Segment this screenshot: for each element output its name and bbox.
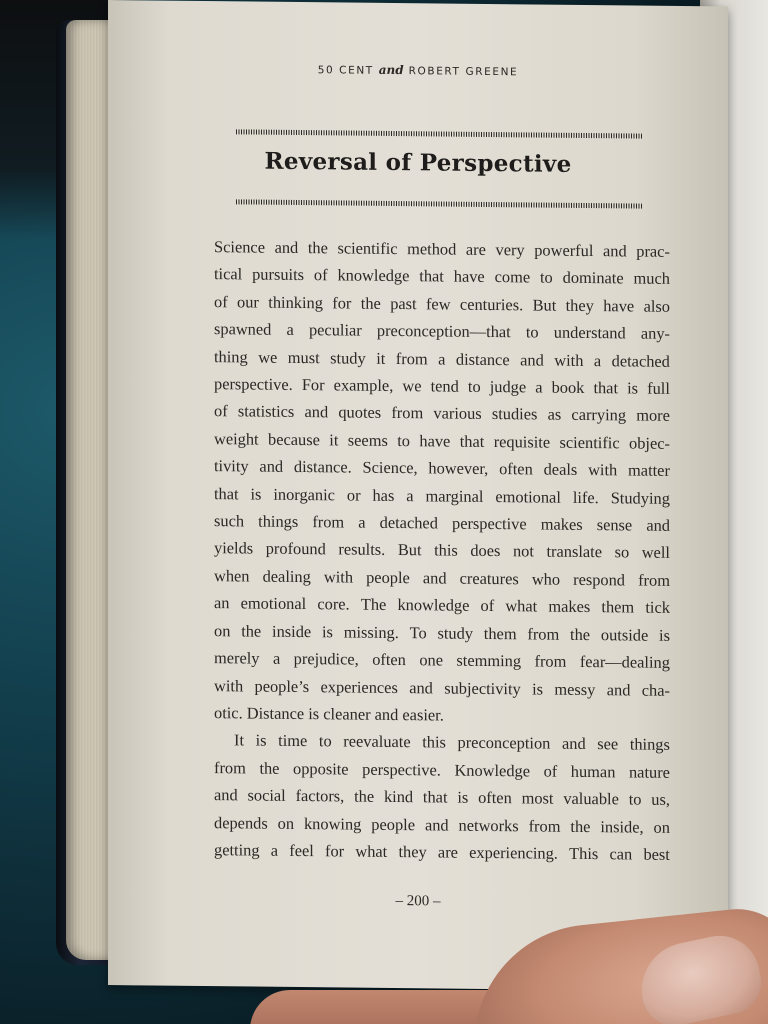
text-line: perspective. For example, we tend to judge a book that is full xyxy=(214,374,670,398)
text-line: weight because it seems to have that requisite scientific objec- xyxy=(214,428,670,453)
ornamental-rule-top xyxy=(236,129,642,138)
text-line: of statistics and quotes from various studies as carrying more xyxy=(214,401,670,426)
text-line: Science and the scientific method are very powerful and prac- xyxy=(214,237,670,261)
chapter-title: Reversal of Perspective xyxy=(264,147,572,178)
text-line: with people’s experiences and subjectivity is messy and cha- xyxy=(214,675,670,700)
paragraph-1 xyxy=(214,233,670,731)
running-head-and: and xyxy=(378,62,404,78)
text-line: spawned a peculiar preconception—that to understand any- xyxy=(214,319,670,344)
text-line: from the opposite perspective. Knowledge of human nature xyxy=(214,757,670,782)
text-line: It is time to reevaluate this preconception and see things xyxy=(234,730,670,755)
text-line: tivity and distance. Science, however, often deals with matter xyxy=(214,456,670,481)
book-page xyxy=(108,0,728,991)
text-line: merely a prejudice, often one stemming from fear—dealing xyxy=(214,648,670,672)
text-line: an emotional core. The knowledge of what makes them tick xyxy=(214,593,670,618)
text-line: depends on knowing people and networks from the inside, on xyxy=(214,812,670,837)
text-line: yields profound results. But this does not translate so well xyxy=(214,538,670,563)
text-line: otic. Distance is cleaner and easier. xyxy=(214,703,444,725)
running-head-author-1: 50 CENT xyxy=(317,64,374,77)
running-head-author-2: ROBERT GREENE xyxy=(408,65,519,79)
text-line: such things from a detached perspective makes sense and xyxy=(214,511,670,535)
text-line: tical pursuits of knowledge that have come to dominate much xyxy=(214,264,670,289)
text-line: on the inside is missing. To study them from the outside is xyxy=(214,620,670,645)
text-line: when dealing with people and creatures who respond from xyxy=(214,565,670,590)
running-head xyxy=(108,60,728,80)
paragraph-2 xyxy=(214,726,670,868)
body-text xyxy=(214,233,670,868)
text-line: thing we must study it from a distance and with a detached xyxy=(214,346,670,371)
text-line: and social factors, the kind that is often most valuable to us, xyxy=(214,785,670,810)
text-line: that is inorganic or has a marginal emotional life. Studying xyxy=(214,483,670,508)
ornamental-rule-bottom xyxy=(236,199,642,208)
page-number: – 200 – xyxy=(395,893,441,910)
text-line: getting a feel for what they are experiencing. This can best xyxy=(214,840,670,864)
text-line: of our thinking for the past few centuries. But they have also xyxy=(214,291,670,316)
